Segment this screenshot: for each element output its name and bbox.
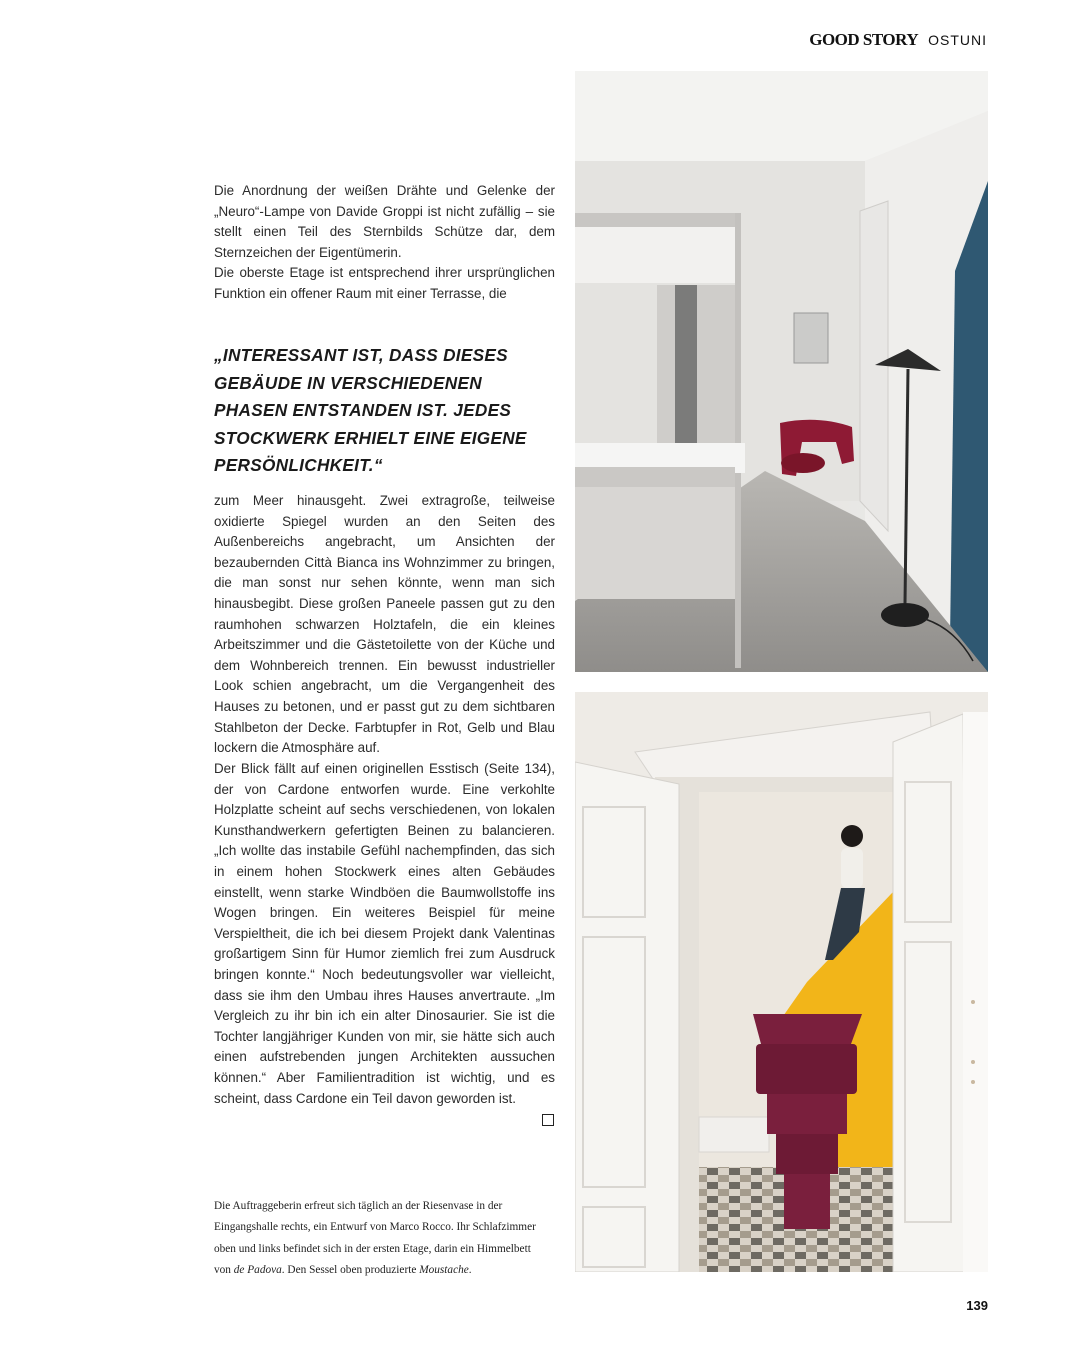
caption-text-3: . bbox=[468, 1264, 472, 1277]
body-text-2 bbox=[214, 759, 555, 1109]
body-paragraph-2: Der Blick fällt auf einen originellen Esstisch (Seite 134), der von Cardone entworfen wurde. Eine verkohlte Holzplatte scheint auf sechs verschiedenen, von lokalen Kunsthandwerkern gefertigten Beinen zu balancieren. „Ich wollte das instabile Gefühl nachempfinden, das sich in einem hohen Stockwerk eines alten Gebäudes einstellt, wenn starke Windböen die Baumwollstoffe ins Wogen bringen. Ein weiteres Beispiel für meine Verspieltheit, die ich bei diesem Projekt dank Valentinas großartigem Sinn für Humor ziemlich frei zum Ausdruck bringen konnte.“ Noch bedeutungsvoller war vielleicht, dass sie ihm den Umbau ihres Hauses anvertraute. „Im Vergleich zu ihr bin ich ein alter Dinosaurier. Sie ist die Tochter langjähriger Kunden von mir, sie hätte sich auch einen aufstrebenden jungen Architekten aussuchen können.“ Aber Familientradition ist wichtig, und es scheint, dass Cardone ein Teil davon geworden ist. bbox=[214, 761, 555, 1106]
caption-brand-1: de Padova bbox=[233, 1264, 282, 1277]
page-number: 139 bbox=[966, 1298, 988, 1313]
entrance-hall-illustration bbox=[575, 692, 988, 1272]
intro-text bbox=[214, 181, 555, 305]
caption-text-2: . Den Sessel oben produzierte bbox=[281, 1264, 420, 1277]
pull-quote: „INTERESSANT IST, DASS DIESES GEBÄUDE IN VERSCHIEDENEN PHASEN ENTSTANDEN IST. JEDES STOCKWERK ERHIELT EINE EIGENE PERSÖNLICHKEIT.“ bbox=[214, 345, 527, 475]
header-location: OSTUNI bbox=[928, 32, 987, 48]
photo-caption bbox=[214, 1196, 549, 1282]
body-paragraph-1: zum Meer hinausgeht. Zwei extragroße, teilweise oxidierte Spiegel wurden an den Seiten des Außenbereichs angebracht, um Ansichten der bezaubernden Città Bianca ins Wohnzimmer zu bringen, die man sonst nur sehen könnte, wenn man sich hinausbegibt. Diese großen Paneele passen gut zu den raumhohen schwarzen Holztafeln, die ein kleines Arbeitszimmer und die Gästetoilette von der Küche und dem Wohnbereich trennen. Ein bewusst industrieller Look schien angebracht, um die Vergangenheit des Hauses zu betonen, und er passt gut zu dem sichtbaren Stahlbeton der Decke. Farbtupfer in Rot, Gelb und Blau lockern die Atmosphäre auf. bbox=[214, 493, 555, 756]
caption-text-1: Die Auftraggeberin erfreut sich täglich an der Riesenvase in der Eingangshalle rechts, ein Entwurf von Marco Rocco. Ihr Schlafzimmer oben und links befindet sich in der ersten Etage, darin ein Himmelbett von bbox=[214, 1200, 536, 1277]
magazine-section-brand: GOOD STORY bbox=[809, 30, 919, 49]
intro-paragraph-1: Die Anordnung der weißen Drähte und Gelenke der „Neuro“-Lampe von Davide Groppi ist nicht zufällig – sie stellt einen Teil des Sternbilds Schütze dar, dem Sternzeichen der Eigentümerin. bbox=[214, 183, 555, 260]
end-of-article-mark bbox=[542, 1114, 554, 1126]
intro-paragraph-2: Die oberste Etage ist entsprechend ihrer ursprünglichen Funktion ein offener Raum mit einer Terrasse, die bbox=[214, 265, 555, 301]
entrance-hall-photo bbox=[575, 692, 988, 1272]
bedroom-photo bbox=[575, 71, 988, 672]
caption-brand-2: Moustache bbox=[419, 1264, 469, 1277]
running-header bbox=[809, 30, 987, 50]
bedroom-illustration bbox=[575, 71, 988, 672]
body-text-1 bbox=[214, 491, 555, 759]
